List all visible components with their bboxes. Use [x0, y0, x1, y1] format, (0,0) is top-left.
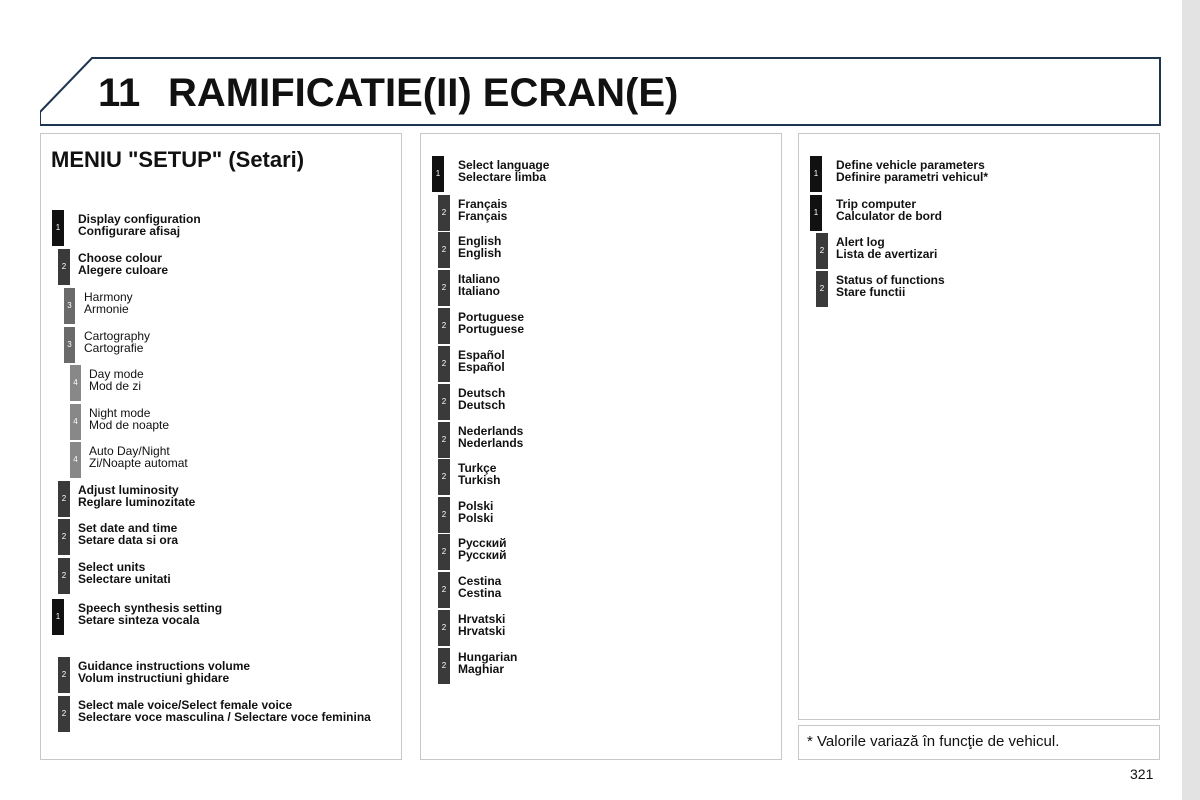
menu-item-text: Cartography Cartografie	[84, 329, 151, 355]
level-2-tab: 2	[438, 648, 450, 684]
level-2-tab: 2	[58, 558, 70, 594]
level-4-tab: 4	[70, 365, 81, 401]
level-1-tab: 1	[52, 210, 64, 246]
level-2-tab: 2	[58, 481, 70, 517]
chapter-title: RAMIFICATIE(II) ECRAN(E)	[168, 71, 679, 115]
level-2-tab: 2	[438, 497, 450, 533]
menu-item-text: Night mode Mod de noapte	[89, 406, 170, 432]
level-2-tab: 2	[58, 519, 70, 555]
level-2-tab: 2	[438, 384, 450, 420]
level-2-tab: 2	[438, 534, 450, 570]
level-2-tab: 2	[438, 346, 450, 382]
menu-item-text: Display configuration Configurare afisaj	[78, 212, 201, 238]
menu-item-text: Select language Selectare limba	[458, 158, 550, 184]
chapter-header	[40, 57, 1161, 127]
level-4-tab: 4	[70, 442, 81, 478]
menu-item-text: Polski Polski	[458, 499, 494, 525]
level-2-tab: 2	[438, 308, 450, 344]
menu-item-text: Portuguese Portuguese	[458, 310, 525, 336]
menu-item-text: Deutsch Deutsch	[458, 386, 506, 412]
menu-item-text: Español Español	[458, 348, 505, 374]
menu-item-text: Status of functions Stare functii	[836, 273, 945, 299]
level-2-tab: 2	[58, 657, 70, 693]
menu-item-text: Speech synthesis setting Setare sinteza vocala	[78, 601, 223, 627]
vehicle-menu-panel	[798, 133, 1160, 720]
menu-item-text: Cestina Cestina	[458, 574, 502, 600]
level-2-tab: 2	[816, 233, 828, 269]
menu-item-text: Harmony Armonie	[84, 290, 133, 316]
footnote-text: * Valorile variază în funcţie de vehicul.	[807, 733, 1060, 750]
level-2-tab: 2	[438, 195, 450, 231]
menu-heading: MENIU "SETUP" (Setari)	[51, 147, 305, 172]
footnote-box	[798, 725, 1160, 760]
menu-item-text: Define vehicle parameters Definire parametri vehicul*	[836, 158, 989, 184]
level-2-tab: 2	[438, 232, 450, 268]
menu-item-text: English English	[458, 234, 502, 260]
level-2-tab: 2	[438, 610, 450, 646]
level-2-tab: 2	[438, 270, 450, 306]
language-menu-panel	[420, 133, 782, 760]
menu-item-text: Hrvatski Hrvatski	[458, 612, 506, 638]
menu-item-text: Guidance instructions volume Volum instructiuni ghidare	[78, 659, 251, 685]
level-2-tab: 2	[438, 459, 450, 495]
level-1-tab: 1	[810, 156, 822, 192]
chapter-number: 11	[98, 71, 141, 115]
level-1-tab: 1	[52, 599, 64, 635]
menu-item-text: Français Français	[458, 197, 508, 223]
page-edge-strip	[1182, 0, 1200, 800]
menu-item-text: Русский Русский	[458, 536, 507, 562]
menu-item-text: Hungarian Maghiar	[458, 650, 518, 676]
menu-item-text: Auto Day/Night Zi/Noapte automat	[89, 444, 188, 470]
menu-item-text: Choose colour Alegere culoare	[78, 251, 169, 277]
level-4-tab: 4	[70, 404, 81, 440]
menu-item-text: Adjust luminosity Reglare luminozitate	[78, 483, 196, 509]
level-2-tab: 2	[816, 271, 828, 307]
level-2-tab: 2	[438, 422, 450, 458]
menu-item-text: Alert log Lista de avertizari	[836, 235, 938, 261]
level-1-tab: 1	[432, 156, 444, 192]
level-1-tab: 1	[810, 195, 822, 231]
page-number: 321	[1130, 766, 1154, 782]
menu-item-text: Trip computer Calculator de bord	[836, 197, 943, 223]
menu-item-text: Set date and time Setare data si ora	[78, 521, 179, 547]
menu-item-text: Italiano Italiano	[458, 272, 501, 298]
level-2-tab: 2	[438, 572, 450, 608]
level-2-tab: 2	[58, 696, 70, 732]
level-2-tab: 2	[58, 249, 70, 285]
menu-item-text: Day mode Mod de zi	[89, 367, 144, 393]
level-3-tab: 3	[64, 288, 75, 324]
menu-item-text: Select male voice/Select female voice Selectare voce masculina / Selectare voce feminina	[78, 698, 371, 724]
menu-item-text: Turkçe Turkish	[458, 461, 501, 487]
menu-item-text: Nederlands Nederlands	[458, 424, 524, 450]
level-3-tab: 3	[64, 327, 75, 363]
menu-item-text: Select units Selectare unitati	[78, 560, 171, 586]
setup-menu-panel	[40, 133, 402, 760]
